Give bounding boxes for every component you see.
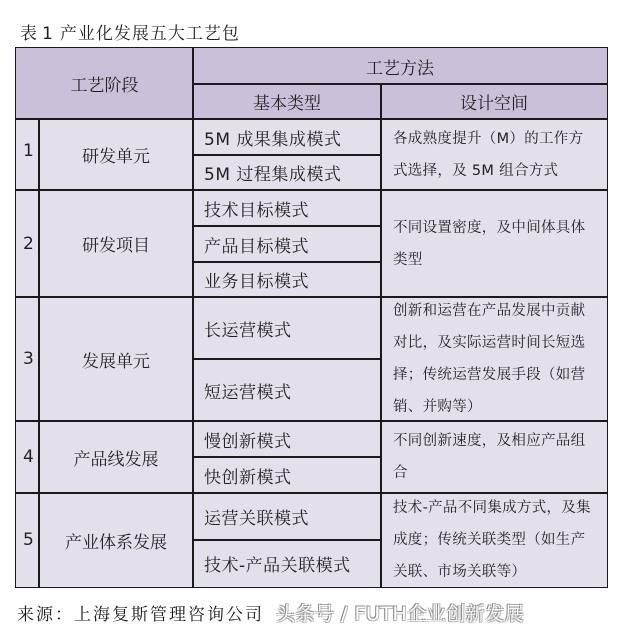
stage-cell: 发展单元 xyxy=(82,351,150,372)
mode-cell: 长运营模式 xyxy=(204,320,292,341)
caption-prefix: 表 xyxy=(20,24,38,44)
divider xyxy=(16,492,607,494)
divider xyxy=(193,358,381,360)
design-space-cell: 技术-产品不同集成方式，及集成度；传统关联类型（如生产关联、市场关联等） xyxy=(393,500,591,580)
source-note: 来源：上海复斯管理咨询公司 xyxy=(17,604,264,625)
process-package-table xyxy=(15,47,608,588)
design-space-cell: 不同创新速度，及相应产品组合 xyxy=(393,433,586,481)
header-stage: 工艺阶段 xyxy=(16,48,193,119)
design-space-cell: 创新和运营在产品发展中贡献对比，及实际运营时间长短选择；传统运营发展手段（如营销、并购等） xyxy=(393,303,586,415)
divider xyxy=(16,420,607,422)
header-design-space: 设计空间 xyxy=(381,84,607,119)
divider xyxy=(193,83,607,85)
divider xyxy=(193,456,381,458)
row-number: 2 xyxy=(23,233,34,254)
divider xyxy=(192,48,194,588)
mode-cell: 技术-产品关联模式 xyxy=(204,556,351,576)
divider xyxy=(193,539,381,541)
row-number: 3 xyxy=(23,349,34,369)
table-caption xyxy=(20,19,240,44)
divider xyxy=(193,261,381,263)
stage-cell: 产业体系发展 xyxy=(65,532,167,553)
mode-cell: 技术目标模式 xyxy=(204,200,309,221)
design-space-cell: 各成熟度提升（M）的工作方式选择，及 5M 组合方式 xyxy=(393,130,584,179)
header-basic-type: 基本类型 xyxy=(193,84,381,119)
divider xyxy=(193,154,381,156)
caption-number: 1 xyxy=(42,24,54,44)
watermark: 头条号 / FUTH企业创新发展 xyxy=(276,602,525,625)
stage-cell: 产品线发展 xyxy=(73,449,159,470)
mode-cell: 短运营模式 xyxy=(204,382,292,403)
stage-cell: 研发单元 xyxy=(82,147,150,167)
mode-cell: 产品目标模式 xyxy=(204,236,309,257)
divider xyxy=(193,225,381,227)
design-space-cell: 不同设置密度，及中间体具体类型 xyxy=(393,219,586,268)
header-method: 工艺方法 xyxy=(193,48,607,84)
divider xyxy=(16,296,607,298)
divider xyxy=(380,83,382,588)
row-number: 4 xyxy=(23,447,34,467)
divider xyxy=(16,189,607,191)
caption-title: 产业化发展五大工艺包 xyxy=(59,24,240,44)
mode-cell: 运营关联模式 xyxy=(204,509,309,529)
stage-cell: 研发项目 xyxy=(82,236,150,256)
row-number: 1 xyxy=(23,141,34,161)
divider xyxy=(16,118,607,120)
mode-cell: 5M 成果集成模式 xyxy=(204,129,342,150)
row-number: 5 xyxy=(23,530,34,550)
mode-cell: 5M 过程集成模式 xyxy=(204,165,342,185)
mode-cell: 快创新模式 xyxy=(204,467,292,488)
footer xyxy=(17,598,623,626)
divider xyxy=(38,118,40,588)
mode-cell: 业务目标模式 xyxy=(204,272,309,292)
mode-cell: 慢创新模式 xyxy=(204,431,292,452)
